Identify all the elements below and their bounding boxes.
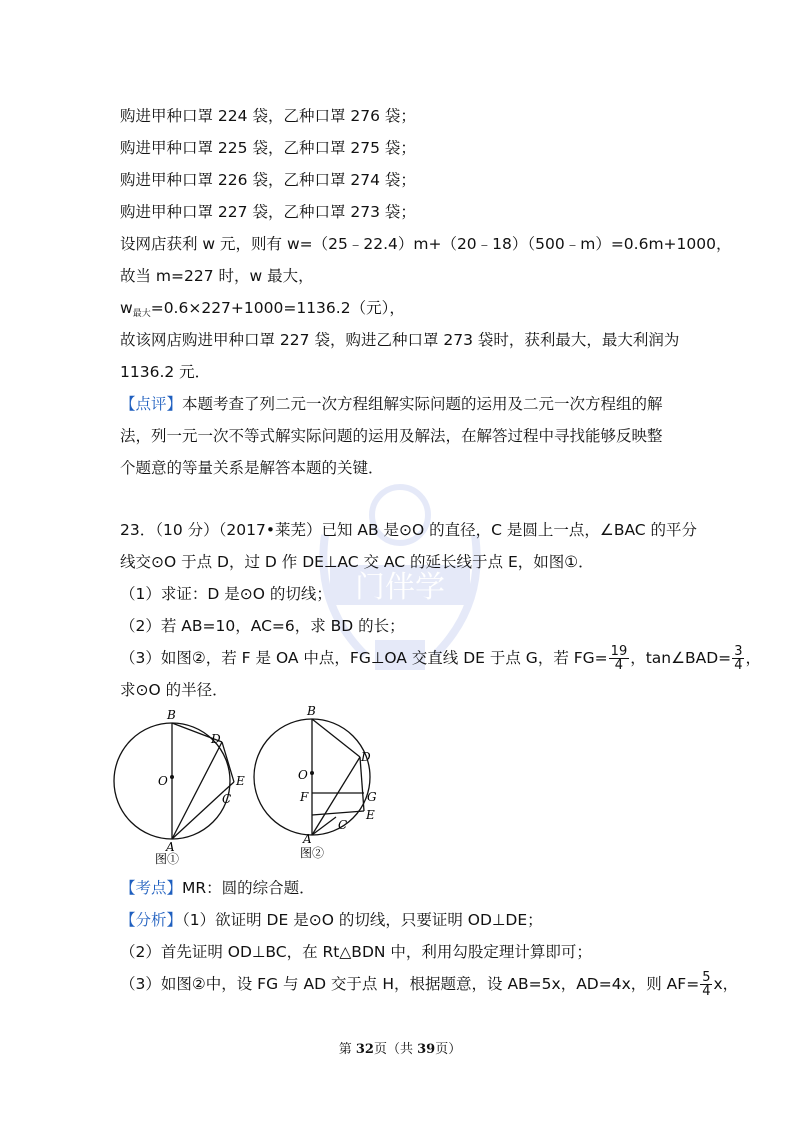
svg-text:图②: 图② — [300, 846, 325, 860]
fraction-den: 4 — [734, 658, 743, 673]
w-formula: =0.6×227+1000=1136.2（元）， — [150, 299, 405, 317]
question-line: 23．（10 分）（2017•莱芜）已知 AB 是⊙O 的直径，C 是圆上一点，∠BAC 的平分 — [120, 521, 698, 539]
comment-tag: 【点评】 — [120, 395, 183, 413]
text-line: 法，列一元一次不等式解实际问题的运用及解法，在解答过程中寻找能够反映整 — [120, 427, 663, 445]
svg-text:A: A — [303, 832, 312, 846]
svg-text:D: D — [211, 732, 221, 746]
knowledge-line — [120, 878, 315, 898]
geometry-figures — [110, 705, 380, 870]
q5-text: （3）如图②，若 F 是 OA 中点，FG⊥OA 交直线 DE 于点 G，若 FG= — [120, 649, 608, 667]
svg-text:B: B — [167, 708, 176, 722]
total-pages: 39 — [417, 1042, 436, 1057]
fraction-af — [700, 971, 712, 998]
footer-text: 页（共 — [373, 1042, 418, 1057]
question-line: 线交⊙O 于点 D，过 D 作 DE⊥AC 交 AC 的延长线于点 E，如图①． — [120, 553, 594, 571]
svg-text:O: O — [298, 768, 308, 782]
fraction-num: 19 — [610, 644, 628, 659]
watermark-text: 门伴学 — [355, 570, 445, 605]
text-line: 1136.2 元． — [120, 363, 211, 381]
fraction-num: 3 — [734, 644, 743, 659]
analysis-line: （2）首先证明 OD⊥BC，在 Rt△BDN 中，利用勾股定理计算即可； — [120, 943, 592, 961]
text-line: 购进甲种口罩 225 袋，乙种口罩 275 袋； — [120, 139, 416, 157]
fraction-num: 5 — [702, 970, 711, 985]
svg-text:O: O — [158, 774, 168, 788]
q5-text: ， — [745, 649, 761, 667]
text-line: 故该网店购进甲种口罩 227 袋，购进乙种口罩 273 袋时，获利最大，最大利润为 — [120, 331, 680, 349]
text-line: 设网店获利 w 元，则有 w=（25﹣22.4）m+（20﹣18）（500﹣m）=0.6m+1000， — [120, 235, 732, 253]
fraction-fg — [609, 645, 630, 672]
text-line: 个题意的等量关系是解答本题的关键． — [120, 459, 384, 477]
f3-text: x， — [713, 975, 739, 993]
comment-line — [120, 394, 663, 414]
svg-text:B: B — [307, 705, 316, 718]
text-line: 故当 m=227 时，w 最大， — [120, 267, 314, 285]
analysis-line — [120, 970, 738, 998]
fraction-den: 4 — [614, 658, 624, 673]
knowledge-text: MR：圆的综合题． — [182, 879, 315, 897]
svg-text:C: C — [222, 792, 232, 806]
svg-text:E: E — [366, 808, 375, 822]
analysis-text: （1）欲证明 DE 是⊙O 的切线，只要证明 OD⊥DE； — [182, 911, 543, 929]
question-line: （2）若 AB=10，AC=6，求 BD 的长； — [120, 617, 405, 635]
svg-text:C: C — [338, 818, 348, 832]
f3-text: （3）如图②中，设 FG 与 AD 交于点 H，根据题意，设 AB=5x，AD=4x，则 AF= — [120, 975, 700, 993]
text-line: 购进甲种口罩 224 袋，乙种口罩 276 袋； — [120, 107, 416, 125]
fraction-den: 4 — [702, 984, 711, 999]
svg-text:F: F — [300, 790, 309, 804]
fraction-tan — [732, 645, 744, 672]
svg-text:A: A — [166, 840, 175, 854]
question-line: （1）求证：D 是⊙O 的切线； — [120, 585, 332, 603]
page-footer — [0, 1038, 800, 1057]
svg-text:D: D — [361, 750, 371, 764]
footer-text: 第 — [338, 1042, 356, 1057]
text-line: 购进甲种口罩 226 袋，乙种口罩 274 袋； — [120, 171, 416, 189]
text-line: 购进甲种口罩 227 袋，乙种口罩 273 袋； — [120, 203, 416, 221]
q5-text: ，tan∠BAD= — [630, 649, 732, 667]
question-line — [120, 644, 761, 672]
text-line — [120, 298, 405, 324]
svg-text:G: G — [367, 790, 377, 804]
knowledge-tag: 【考点】 — [120, 879, 183, 897]
footer-text: 页） — [435, 1042, 462, 1057]
w-subscript: 最大 — [132, 309, 151, 319]
analysis-line — [120, 910, 543, 930]
svg-text:E: E — [236, 774, 245, 788]
w-symbol: w — [120, 299, 133, 317]
analysis-tag: 【分析】 — [120, 911, 183, 929]
figure-2 — [254, 705, 377, 860]
comment-text: 本题考查了列二元一次方程组解实际问题的运用及二元一次方程组的解 — [182, 395, 663, 413]
svg-text:图①: 图① — [155, 852, 180, 866]
figure-1 — [114, 708, 245, 866]
page-number: 32 — [355, 1042, 374, 1057]
question-line: 求⊙O 的半径． — [120, 681, 228, 699]
